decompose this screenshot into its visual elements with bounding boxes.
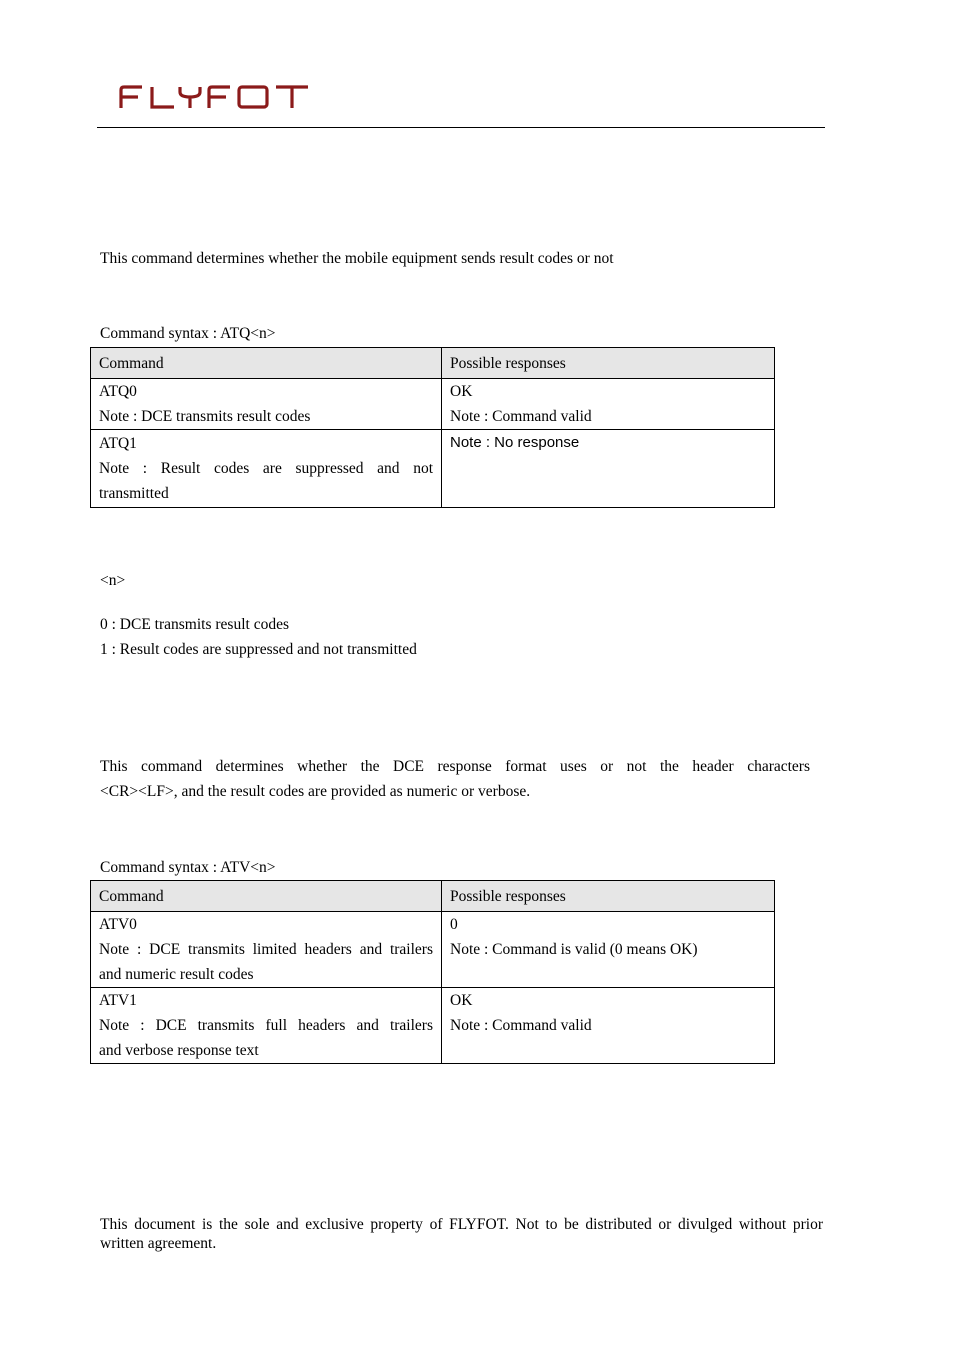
response-cell <box>442 430 775 508</box>
response-note: Note : Command valid <box>450 1017 592 1034</box>
table-row <box>91 379 775 430</box>
command-note: Note : DCE transmits full headers and trailers <box>99 1017 433 1034</box>
atq-syntax: Command syntax : ATQ<n> <box>100 325 276 342</box>
header-divider <box>97 127 825 128</box>
command-name: ATQ0 <box>99 383 137 400</box>
atv-syntax: Command syntax : ATV<n> <box>100 859 276 876</box>
response-cell <box>442 988 775 1064</box>
command-note-continued: transmitted <box>99 485 169 502</box>
command-cell <box>91 912 442 988</box>
response-value: OK <box>450 992 473 1009</box>
command-note: Note : DCE transmits limited headers and trailers <box>99 941 433 958</box>
command-name: ATV0 <box>99 916 137 933</box>
command-cell <box>91 379 442 430</box>
table-row <box>91 912 775 988</box>
command-cell <box>91 430 442 508</box>
table-row <box>91 430 775 508</box>
atv-description-line1: This command determines whether the DCE response format uses or not the header characters <box>100 758 810 775</box>
footer-disclaimer: This document is the sole and exclusive property of FLYFOT. Not to be distributed or divulged without prior written agreement. <box>100 1216 823 1252</box>
response-cell <box>442 379 775 430</box>
parameter-value-0: 0 : DCE transmits result codes <box>100 616 289 633</box>
table-row <box>91 988 775 1064</box>
response-value: OK <box>450 383 473 400</box>
response-note: Note : Command is valid (0 means OK) <box>450 941 698 958</box>
command-note-continued: and verbose response text <box>99 1042 259 1059</box>
table-header-row <box>91 881 775 912</box>
column-header-responses: Possible responses <box>442 348 775 379</box>
table-header-row <box>91 348 775 379</box>
atv-description <box>100 754 810 804</box>
atq-description: This command determines whether the mobile equipment sends result codes or not <box>100 250 614 267</box>
command-cell <box>91 988 442 1064</box>
parameter-value-1: 1 : Result codes are suppressed and not transmitted <box>100 641 417 658</box>
atv-command-table <box>90 880 775 1064</box>
response-value: 0 <box>450 916 458 933</box>
command-note: Note : DCE transmits result codes <box>99 408 311 425</box>
column-header-command: Command <box>91 881 442 912</box>
parameter-name: <n> <box>100 572 126 589</box>
command-note-continued: and numeric result codes <box>99 966 254 983</box>
command-name: ATV1 <box>99 992 137 1009</box>
command-name: ATQ1 <box>99 435 137 452</box>
response-note: Note : No response <box>450 434 580 451</box>
command-note: Note : Result codes are suppressed and not <box>99 460 433 477</box>
flyfot-logo-mark <box>118 80 314 114</box>
response-cell <box>442 912 775 988</box>
column-header-command: Command <box>91 348 442 379</box>
atq-command-table <box>90 347 775 508</box>
column-header-responses: Possible responses <box>442 881 775 912</box>
flyfot-logo <box>118 80 314 114</box>
response-note: Note : Command valid <box>450 408 592 425</box>
atv-description-line2: <CR><LF>, and the result codes are provided as numeric or verbose. <box>100 783 531 800</box>
